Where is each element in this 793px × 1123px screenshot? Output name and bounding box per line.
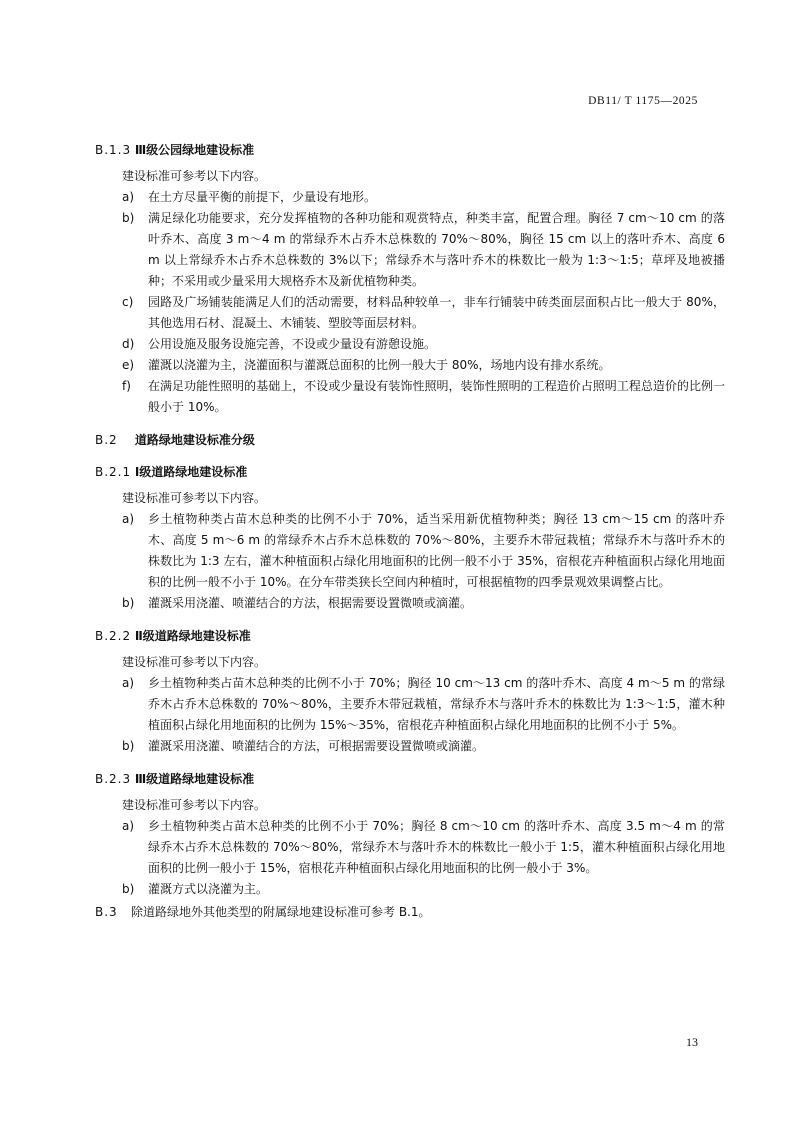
section-intro: 建设标准可参考以下内容。: [122, 798, 267, 812]
section-intro: 建设标准可参考以下内容。: [122, 169, 267, 183]
list-item: [95, 376, 725, 418]
section-heading: [95, 769, 725, 789]
section-title: 道路绿地建设标准分级: [134, 433, 255, 447]
list-marker: a): [122, 676, 135, 690]
section-b-1-3: [95, 140, 725, 418]
list-marker: f): [122, 379, 131, 393]
list-marker: a): [122, 819, 135, 833]
page-number: 13: [686, 1035, 698, 1049]
section-heading: [95, 430, 725, 450]
section-b-2: [95, 430, 725, 450]
list-text: 灌溉以浇灌为主，浇灌面积与灌溉总面积的比例一般大于 80%，场地内设有排水系统。: [148, 358, 611, 372]
list-marker: b): [122, 882, 135, 896]
clause-text: 除道路绿地外其他类型的附属绿地建设标准可参考 B.1。: [131, 905, 431, 919]
list-item: [95, 355, 725, 376]
list-text: 乡土植物种类占苗木总种类的比例不小于 70%，适当采用新优植物种类；胸径 13 cm～15 cm 的落叶乔木、高度 5 m～6 m 的常绿乔木占乔木总株数的 70%～80%，主要乔木带冠栽植；常绿乔木与落叶乔木的株数比为 1:3 左右，灌木种植面积占绿化用地面积的比例一般不小于 35%，宿根花卉种植面积占绿化用地面积的比例一般不小于 10%。在分车带类狭长空间内种植时，可根据植物的四季景观效果调整占比。: [148, 512, 725, 589]
section-heading: [95, 140, 725, 160]
list-item: [95, 509, 725, 593]
list-text: 乡土植物种类占苗木总种类的比例不小于 70%；胸径 8 cm～10 cm 的落叶乔木、高度 3.5 m～4 m 的常绿乔木占乔木总株数的 70%～80%，常绿乔木与落叶乔木的株数比一般小于 1:5，灌木种植面积占绿化用地面积的比例一般小于 15%，宿根花卉种植面积占绿化用地面积的比例一般小于 3%。: [148, 819, 725, 875]
list-text: 满足绿化功能要求，充分发挥植物的各种功能和观赏特点，种类丰富，配置合理。胸径 7 cm～10 cm 的落叶乔木、高度 3 m～4 m 的常绿乔木占乔木总株数的 70%～80%，胸径 15 cm 以上的落叶乔木、高度 6 m 以上常绿乔木占乔木总株数的 3%以下；常绿乔木与落叶乔木的株数比一般为 1:3～1:5；草坪及地被播种；不采用或少量采用大规格乔木及新优植物种类。: [148, 211, 725, 288]
list-marker: c): [122, 295, 134, 309]
section-number: B.1.3: [95, 143, 132, 157]
list-item: [95, 208, 725, 292]
list-item: [95, 334, 725, 355]
list-text: 灌溉方式以浇灌为主。: [148, 882, 269, 896]
page-content: [95, 128, 725, 923]
list-text: 在土方尽量平衡的前提下，少量设有地形。: [148, 190, 377, 204]
list-text: 园路及广场铺装能满足人们的活动需要，材料品种较单一，非车行铺装中砖类面层面积占比一般大于 80%，其他选用石材、混凝土、木铺装、塑胶等面层材料。: [148, 295, 725, 330]
list-marker: e): [122, 358, 135, 372]
list-marker: a): [122, 190, 135, 204]
list-marker: a): [122, 512, 135, 526]
list-item: [95, 593, 725, 614]
list-marker: b): [122, 211, 135, 225]
section-number: B.2.1: [95, 465, 132, 479]
section-title: Ⅰ级道路绿地建设标准: [134, 465, 248, 479]
list-text: 灌溉采用浇灌、喷灌结合的方法，根据需要设置微喷或滴灌。: [148, 596, 473, 610]
list-marker: b): [122, 596, 135, 610]
section-heading: [95, 626, 725, 646]
list-item: [95, 736, 725, 757]
section-intro: 建设标准可参考以下内容。: [122, 655, 267, 669]
section-heading: [95, 462, 725, 482]
clause-b-3: [95, 902, 725, 923]
section-title: Ⅱ级道路绿地建设标准: [134, 629, 251, 643]
list-text: 灌溉采用浇灌、喷灌结合的方法，可根据需要设置微喷或滴灌。: [148, 739, 485, 753]
section-b-2-2: [95, 626, 725, 757]
list-marker: b): [122, 739, 135, 753]
section-b-2-3: [95, 769, 725, 900]
list-marker: d): [122, 337, 135, 351]
list-item: [95, 673, 725, 736]
section-b-2-1: [95, 462, 725, 614]
list-item: [95, 292, 725, 334]
list-text: 公用设施及服务设施完善，不设或少量设有游憩设施。: [148, 337, 437, 351]
section-title: Ⅲ级公园绿地建设标准: [134, 143, 255, 157]
section-title: Ⅲ级道路绿地建设标准: [134, 772, 255, 786]
list-item: [95, 187, 725, 208]
list-text: 乡土植物种类占苗木总种类的比例不小于 70%；胸径 10 cm～13 cm 的落叶乔木、高度 4 m～5 m 的常绿乔木占乔木总株数的 70%～80%，主要乔木带冠栽植，常绿乔木与落叶乔木的株数比为 1:3～1:5，灌木种植面积占绿化用地面积的比例为 15%～35%，宿根花卉种植面积占绿化用地面积的比例不小于 5%。: [148, 676, 725, 732]
section-number: B.2.3: [95, 772, 132, 786]
clause-number: B.3: [95, 905, 118, 919]
section-number: B.2.2: [95, 629, 132, 643]
section-intro: 建设标准可参考以下内容。: [122, 491, 267, 505]
list-item: [95, 879, 725, 900]
section-number: B.2: [95, 433, 118, 447]
list-text: 在满足功能性照明的基础上，不设或少量设有装饰性照明，装饰性照明的工程造价占照明工程总造价的比例一般小于 10%。: [148, 379, 725, 414]
list-item: [95, 816, 725, 879]
standard-code: DB11/ T 1175—2025: [588, 95, 698, 107]
